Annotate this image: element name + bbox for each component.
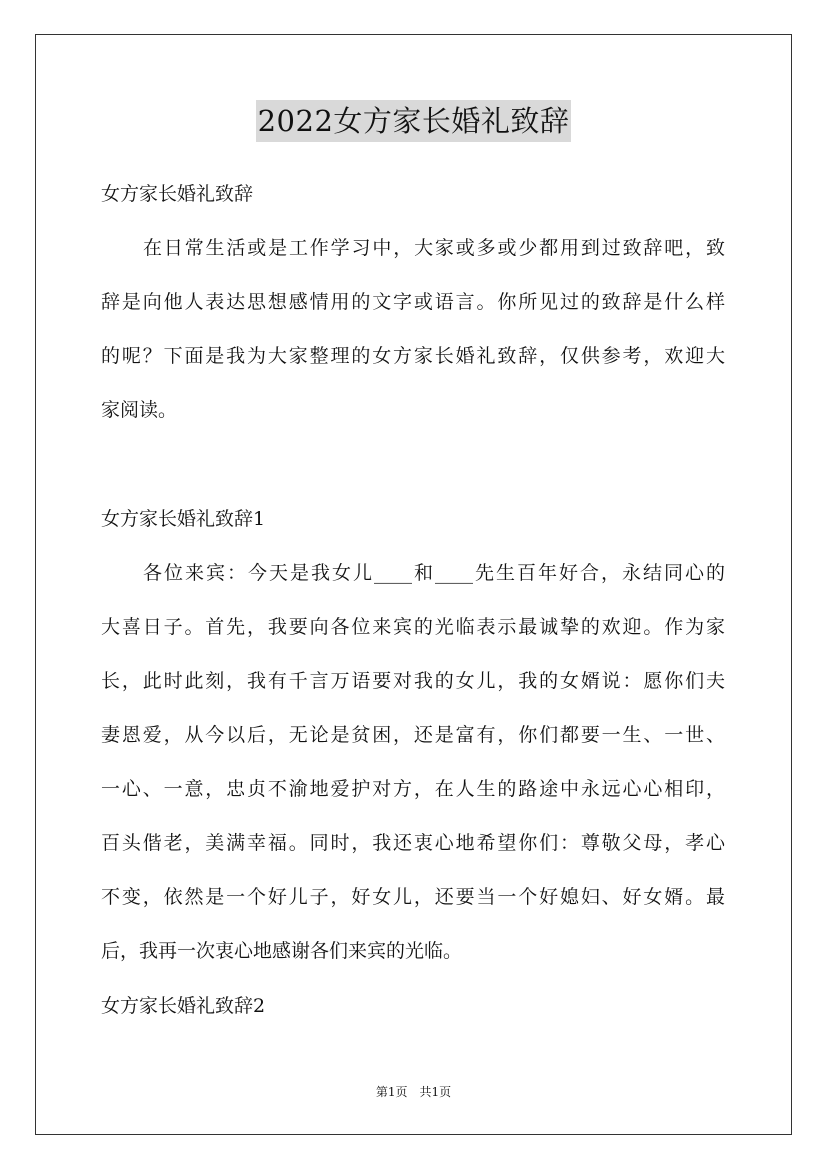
paragraph-line: 家阅读。 <box>101 399 178 421</box>
paragraph-line: 妻恩爱，从今以后，无论是贫困，还是富有，你们都要一生、一世、 <box>101 724 725 746</box>
section-heading-1: 女方家长婚礼致辞1 <box>101 508 266 530</box>
paragraph-line: 长，此时此刻，我有千言万语要对我的女儿，我的女婿说：愿你们夫 <box>101 670 725 692</box>
paragraph-line: 在日常生活或是工作学习中，大家或多或少都用到过致辞吧，致 <box>143 237 725 259</box>
paragraph-line: 各位来宾：今天是我女儿____和____先生百年好合，永结同心的 <box>143 562 725 584</box>
paragraph-line: 一心、一意，忠贞不渝地爱护对方，在人生的路途中永远心心相印， <box>101 778 725 800</box>
heading-intro: 女方家长婚礼致辞 <box>101 183 254 205</box>
document-title: 2022女方家长婚礼致辞 <box>256 100 572 142</box>
title-container <box>0 100 827 142</box>
paragraph-line: 的呢？下面是我为大家整理的女方家长婚礼致辞，仅供参考，欢迎大 <box>101 345 725 367</box>
paragraph-line: 辞是向他人表达思想感情用的文字或语言。你所见过的致辞是什么样 <box>101 291 725 313</box>
section-heading-2: 女方家长婚礼致辞2 <box>101 995 266 1017</box>
paragraph-line: 大喜日子。首先，我要向各位来宾的光临表示最诚挚的欢迎。作为家 <box>101 616 725 638</box>
paragraph-line: 百头偕老，美满幸福。同时，我还衷心地希望你们：尊敬父母，孝心 <box>101 832 725 854</box>
page-footer: 第1页 共1页 <box>375 1085 452 1099</box>
paragraph-line: 不变，依然是一个好儿子，好女儿，还要当一个好媳妇、好女婿。最 <box>101 886 725 908</box>
paragraph-line: 后，我再一次衷心地感谢各们来宾的光临。 <box>101 940 463 962</box>
